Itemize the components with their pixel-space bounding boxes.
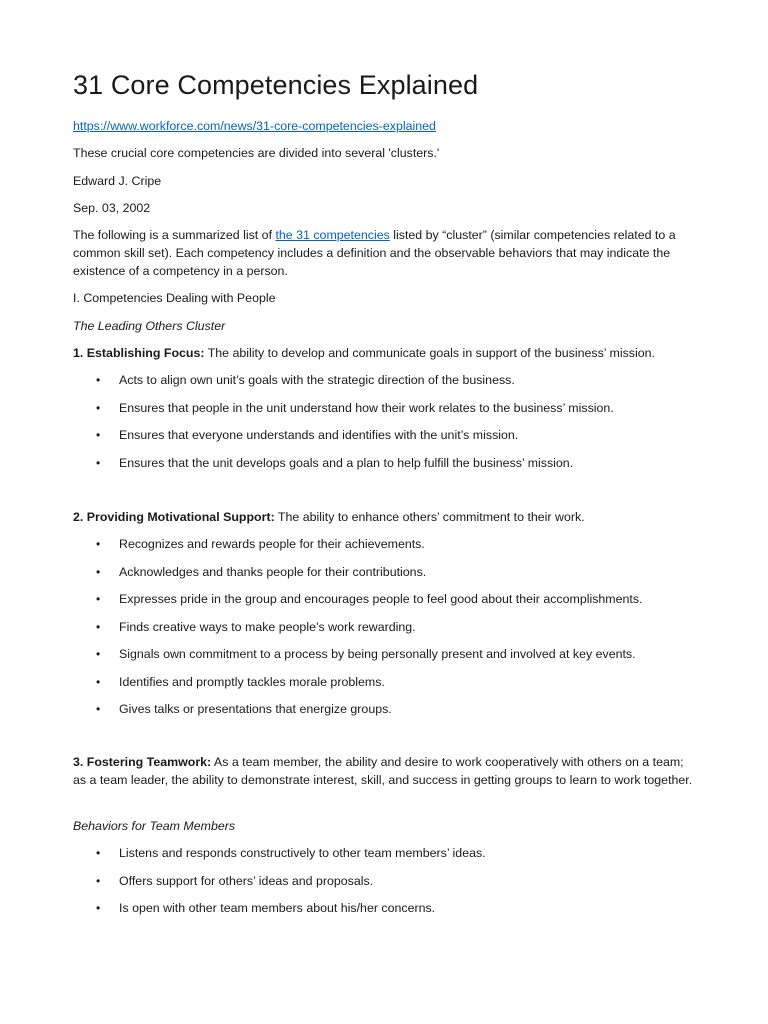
list-item — [73, 454, 698, 482]
bullet-icon: • — [96, 564, 101, 579]
bullet-icon: • — [96, 901, 101, 915]
competency-1-heading — [73, 344, 655, 362]
list-item-text: Ensures that people in the unit understand how their work relates to the business’ mission. — [119, 400, 614, 415]
date: Sep. 03, 2002 — [73, 201, 151, 215]
list-item — [73, 371, 698, 399]
list-item — [73, 872, 698, 900]
bullet-icon: • — [96, 400, 101, 415]
competency-1-title: 1. Establishing Focus: — [73, 346, 205, 360]
list-item-text: Identifies and promptly tackles morale problems. — [119, 674, 385, 689]
cluster-name: The Leading Others Cluster — [73, 319, 226, 333]
intro-text-before: The following is a summarized list of — [73, 228, 276, 242]
list-item-text: Ensures that the unit develops goals and a plan to help fulfill the business’ mission. — [119, 455, 574, 470]
list-item-text: Acts to align own unit’s goals with the strategic direction of the business. — [119, 373, 515, 387]
list-item — [73, 426, 698, 454]
list-item-text: Offers support for others’ ideas and proposals. — [119, 873, 374, 888]
list-item — [73, 590, 698, 618]
competencies-link[interactable]: the 31 competencies — [275, 228, 390, 242]
competency-3-heading — [73, 753, 695, 789]
list-item-text: Is open with other team members about his/her concerns. — [119, 901, 436, 915]
competency-2-definition: The ability to enhance others’ commitment to their work. — [274, 510, 585, 524]
list-item-text: Acknowledges and thanks people for their contributions. — [119, 564, 427, 579]
list-item — [73, 645, 698, 673]
bullet-icon: • — [96, 592, 101, 606]
team-members-subheading: Behaviors for Team Members — [73, 819, 236, 833]
competency-2-bullets — [73, 535, 698, 728]
competency-3-definition: As a team member, the ability and desire to work cooperatively with others on a team; as a team leader, the ability to demonstrate interest, skill, and success in getting groups to learn to work together. — [73, 755, 693, 787]
bullet-icon: • — [96, 674, 101, 689]
competency-1-bullets — [73, 371, 698, 481]
list-item — [73, 618, 698, 646]
list-item-text: Finds creative ways to make people’s work rewarding. — [119, 619, 416, 634]
list-item-text: Listens and responds constructively to other team members’ ideas. — [119, 846, 486, 860]
list-item — [73, 535, 698, 563]
competency-1-definition: The ability to develop and communicate goals in support of the business’ mission. — [204, 346, 655, 360]
source-url-link[interactable]: https://www.workforce.com/news/31-core-competencies-explained — [73, 119, 436, 133]
list-item-text: Signals own commitment to a process by being personally present and involved at key events. — [119, 647, 636, 661]
bullet-icon: • — [96, 702, 101, 716]
list-item-text: Ensures that everyone understands and identifies with the unit’s mission. — [119, 428, 519, 442]
bullet-icon: • — [96, 619, 101, 634]
source-link-line — [73, 117, 436, 135]
bullet-icon: • — [96, 373, 101, 387]
list-item-text: Expresses pride in the group and encourages people to feel good about their accomplishments. — [119, 592, 643, 606]
list-item — [73, 844, 698, 872]
bullet-icon: • — [96, 647, 101, 661]
subtitle: These crucial core competencies are divided into several 'clusters.' — [73, 146, 440, 160]
intro-paragraph — [73, 226, 695, 280]
list-item — [73, 399, 698, 427]
competency-2-heading — [73, 508, 585, 526]
bullet-icon: • — [96, 846, 101, 860]
list-item-text: Recognizes and rewards people for their achievements. — [119, 537, 425, 551]
bullet-icon: • — [96, 428, 101, 442]
competency-3-title: 3. Fostering Teamwork: — [73, 755, 212, 769]
list-item — [73, 673, 698, 701]
author: Edward J. Cripe — [73, 174, 162, 188]
competency-3-bullets — [73, 844, 698, 927]
list-item — [73, 700, 698, 728]
bullet-icon: • — [96, 537, 101, 551]
list-item-text: Gives talks or presentations that energize groups. — [119, 702, 392, 716]
bullet-icon: • — [96, 873, 101, 888]
competency-2-title: 2. Providing Motivational Support: — [73, 510, 275, 524]
section-heading: I. Competencies Dealing with People — [73, 291, 276, 305]
list-item — [73, 563, 698, 591]
list-item — [73, 899, 698, 927]
intro-text-after: listed by “cluster” (similar competencies related to a common skill set). Each competency includes a definition and the observable behaviors that may indicate the existence of a competency in a person. — [73, 228, 676, 278]
bullet-icon: • — [96, 455, 101, 470]
page-title: 31 Core Competencies Explained — [73, 70, 479, 100]
